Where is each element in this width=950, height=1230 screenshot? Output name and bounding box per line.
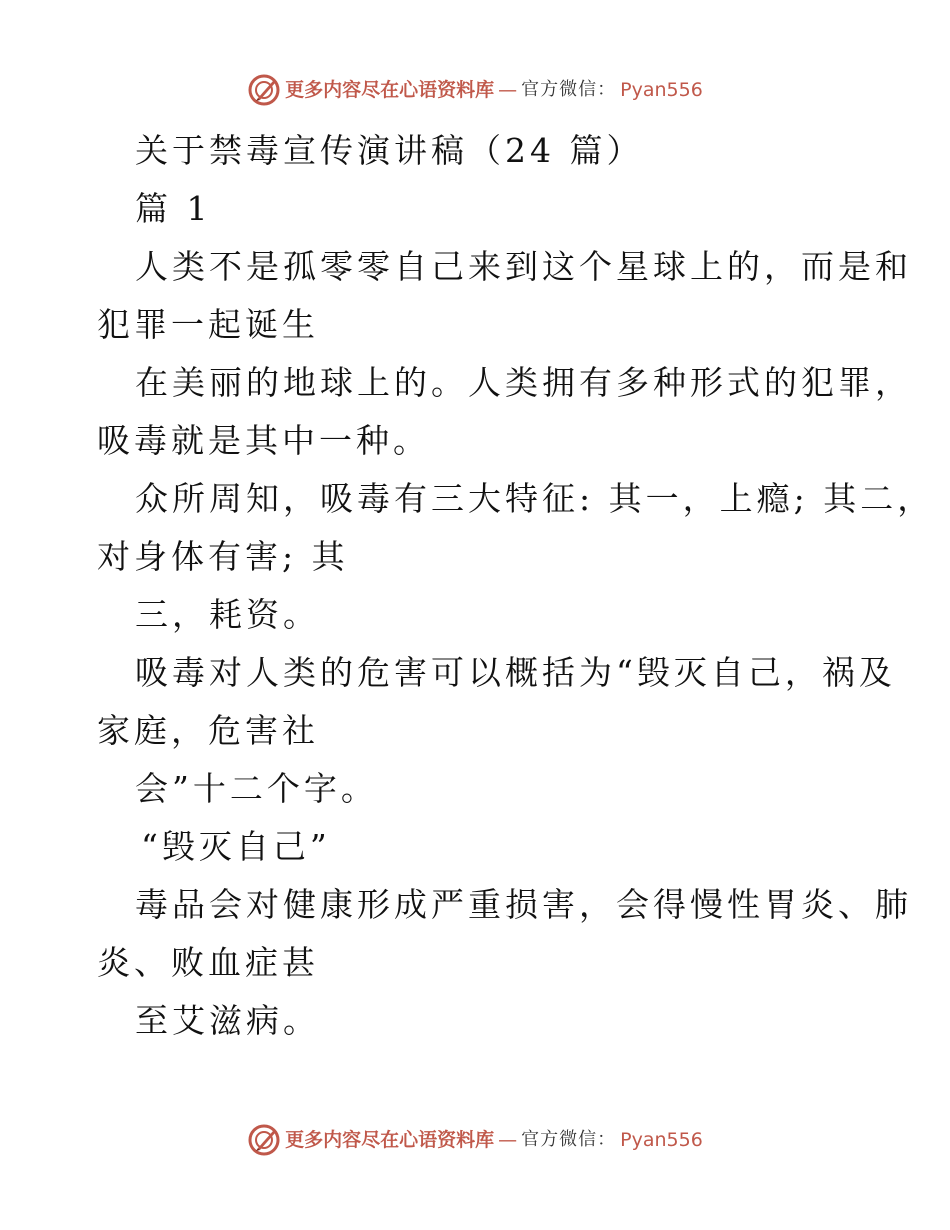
pen-nib-logo-icon [247, 73, 281, 107]
paragraph-line: 众所周知，吸毒有三大特征: 其一，上瘾; 其二， [135, 479, 935, 518]
banner-main-text: 更多内容尽在心语资料库 [285, 1128, 495, 1151]
paragraph-line: 至艾滋病。 [135, 1001, 320, 1040]
banner-dash: — [498, 1128, 518, 1151]
banner-main-text: 更多内容尽在心语资料库 [285, 78, 495, 101]
banner-wechat-id: Pyan556 [620, 78, 703, 101]
footer-banner [0, 1120, 950, 1160]
paragraph-line: 犯罪一起诞生 [97, 305, 319, 344]
paragraph-line: 对身体有害; 其 [97, 537, 349, 576]
banner-dash: — [498, 78, 518, 101]
paragraph-line: 炎、败血症甚 [97, 943, 319, 982]
document-title: 关于禁毒宣传演讲稿（24 篇） [135, 131, 644, 170]
paragraph-line: 家庭，危害社 [97, 711, 319, 750]
section-heading: 篇 1 [135, 189, 212, 228]
banner-wechat-label: 官方微信： [521, 79, 617, 100]
paragraph-line: 吸毒就是其中一种。 [97, 421, 430, 460]
banner-wechat-label: 官方微信： [521, 1129, 617, 1150]
paragraph-line: 三，耗资。 [135, 595, 320, 634]
document-body [97, 122, 935, 1050]
pen-nib-logo-icon [247, 1123, 281, 1157]
subheading-line: “毁灭自己” [141, 827, 331, 866]
header-banner [0, 70, 950, 110]
paragraph-line: 人类不是孤零零自己来到这个星球上的，而是和 [135, 247, 912, 286]
paragraph-line: 会”十二个字。 [135, 769, 378, 808]
banner-wechat-id: Pyan556 [620, 1128, 703, 1151]
paragraph-line: 吸毒对人类的危害可以概括为“毁灭自己，祸及 [135, 653, 896, 692]
paragraph-line: 在美丽的地球上的。人类拥有多种形式的犯罪， [135, 363, 912, 402]
paragraph-line: 毒品会对健康形成严重损害，会得慢性胃炎、肺 [135, 885, 912, 924]
